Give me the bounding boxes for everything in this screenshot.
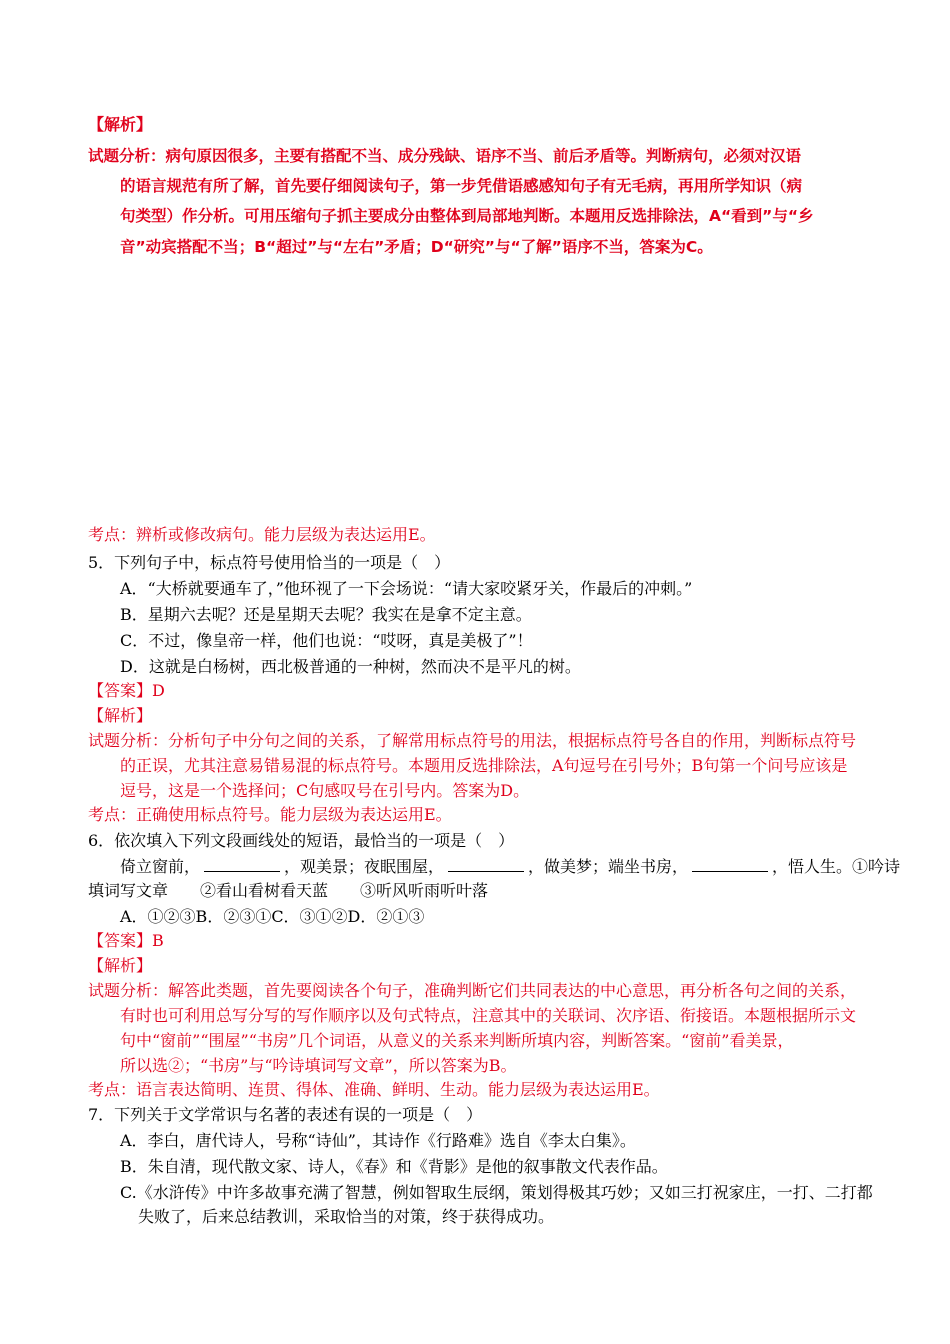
q7-option-b: B．朱自清，现代散文家、诗人，《春》和《背影》是他的叙事散文代表作品。 [120,1157,668,1176]
q7-option-c-line-2: 失败了，后来总结教训，采取恰当的对策，终于获得成功。 [138,1207,555,1226]
q6-kaodian: 考点：语言表达简明、连贯、得体、准确、鲜明、生动。能力层级为表达运用E。 [88,1080,660,1099]
q6-blank-1 [204,857,280,872]
q6-answer: 【答案】B [88,931,164,950]
q4-analysis-line-1: 试题分析：病句原因很多，主要有搭配不当、成分残缺、语序不当、前后矛盾等。判断病句，必须对汉语 [88,147,802,165]
q7-option-c-line-1: C.《水浒传》中许多故事充满了智慧，例如智取生辰纲，策划得极其巧妙；又如三打祝家庄，一打、二打都 [120,1183,873,1202]
q5-option-b: B．星期六去呢？还是星期天去呢？我实在是拿不定主意。 [120,605,532,624]
q4-analysis-line-4: 音”动宾搭配不当；B“超过”与“左右”矛盾；D“研究”与“了解”语序不当，答案为C。 [120,238,713,256]
q5-answer: 【答案】D [88,681,165,700]
q6-analysis-line-1: 试题分析：解答此类题，首先要阅读各个句子，准确判断它们共同表达的中心意思，再分析各句之间的关系， [88,981,857,1000]
q6-options: A．①②③B．②③①C．③①②D．②①③ [120,907,425,926]
q5-option-d: D．这就是白杨树，西北极普通的一种树，然而决不是平凡的树。 [120,657,581,676]
q7-stem: 7．下列关于文学常识与名著的表述有误的一项是（ ） [88,1105,483,1124]
q5-option-a: A．“大桥就要通车了，”他环视了一下会场说：“请大家咬紧牙关，作最后的冲刺。” [120,579,693,598]
q6-blank-3 [692,857,768,872]
q6-analysis-label: 【解析】 [88,956,153,975]
q6-passage-line-1 [120,856,900,878]
q4-analysis-label: 【解析】 [88,115,153,134]
q4-analysis-line-2: 的语言规范有所了解，首先要仔细阅读句子，第一步凭借语感感知句子有无毛病，再用所学知识（病 [120,177,803,195]
q7-option-a: A．李白，唐代诗人，号称“诗仙”，其诗作《行路难》选自《李太白集》。 [120,1131,636,1150]
q5-kaodian: 考点：正确使用标点符号。能力层级为表达运用E。 [88,805,452,824]
q6-analysis-line-3: 句中“窗前”“围屋”“书房”几个词语，从意义的关系来判断所填内容，判断答案。“窗前”看美景， [120,1031,794,1050]
q5-analysis-line-3: 逗号，这是一个选择问；C句感叹号在引号内。答案为D。 [120,781,530,800]
q6-analysis-line-2: 有时也可利用总写分写的写作顺序以及句式特点，注意其中的关联词、次序语、衔接语。本题根据所示文 [120,1006,857,1025]
q6-blank-2 [448,857,524,872]
q4-analysis-line-3: 句类型）作分析。可用压缩句子抓主要成分由整体到局部地判断。本题用反选排除法，A“看到”与“乡 [120,207,814,225]
q5-analysis-label: 【解析】 [88,706,153,725]
q6-analysis-line-4: 所以选②；“书房”与“吟诗填词写文章”，所以答案为B。 [120,1056,517,1075]
q5-analysis-line-2: 的正误，尤其注意易错易混的标点符号。本题用反选排除法，A句逗号在引号外；B句第一个问号应该是 [120,756,848,775]
q6-passage-part-1: 倚立窗前， [120,857,201,876]
q6-passage-line-2: 填词写文章 ②看山看树看天蓝 ③听风听雨听叶落 [88,881,489,900]
q5-stem: 5．下列句子中，标点符号使用恰当的一项是（ ） [88,553,451,572]
q4-kaodian: 考点：辨析或修改病句。能力层级为表达运用E。 [88,525,436,544]
q6-stem: 6．依次填入下列文段画线处的短语，最恰当的一项是（ ） [88,831,515,850]
q6-passage-part-2: ，观美景；夜眠围屋， [284,857,445,876]
q6-passage-part-3: ，做美梦；端坐书房， [528,857,689,876]
q6-passage-part-4: ，悟人生。①吟诗 [772,857,901,876]
q5-analysis-line-1: 试题分析：分析句子中分句之间的关系，了解常用标点符号的用法，根据标点符号各自的作用，判断标点符号 [88,731,857,750]
q5-option-c: C．不过，像皇帝一样，他们也说：“哎呀，真是美极了”！ [120,631,533,650]
